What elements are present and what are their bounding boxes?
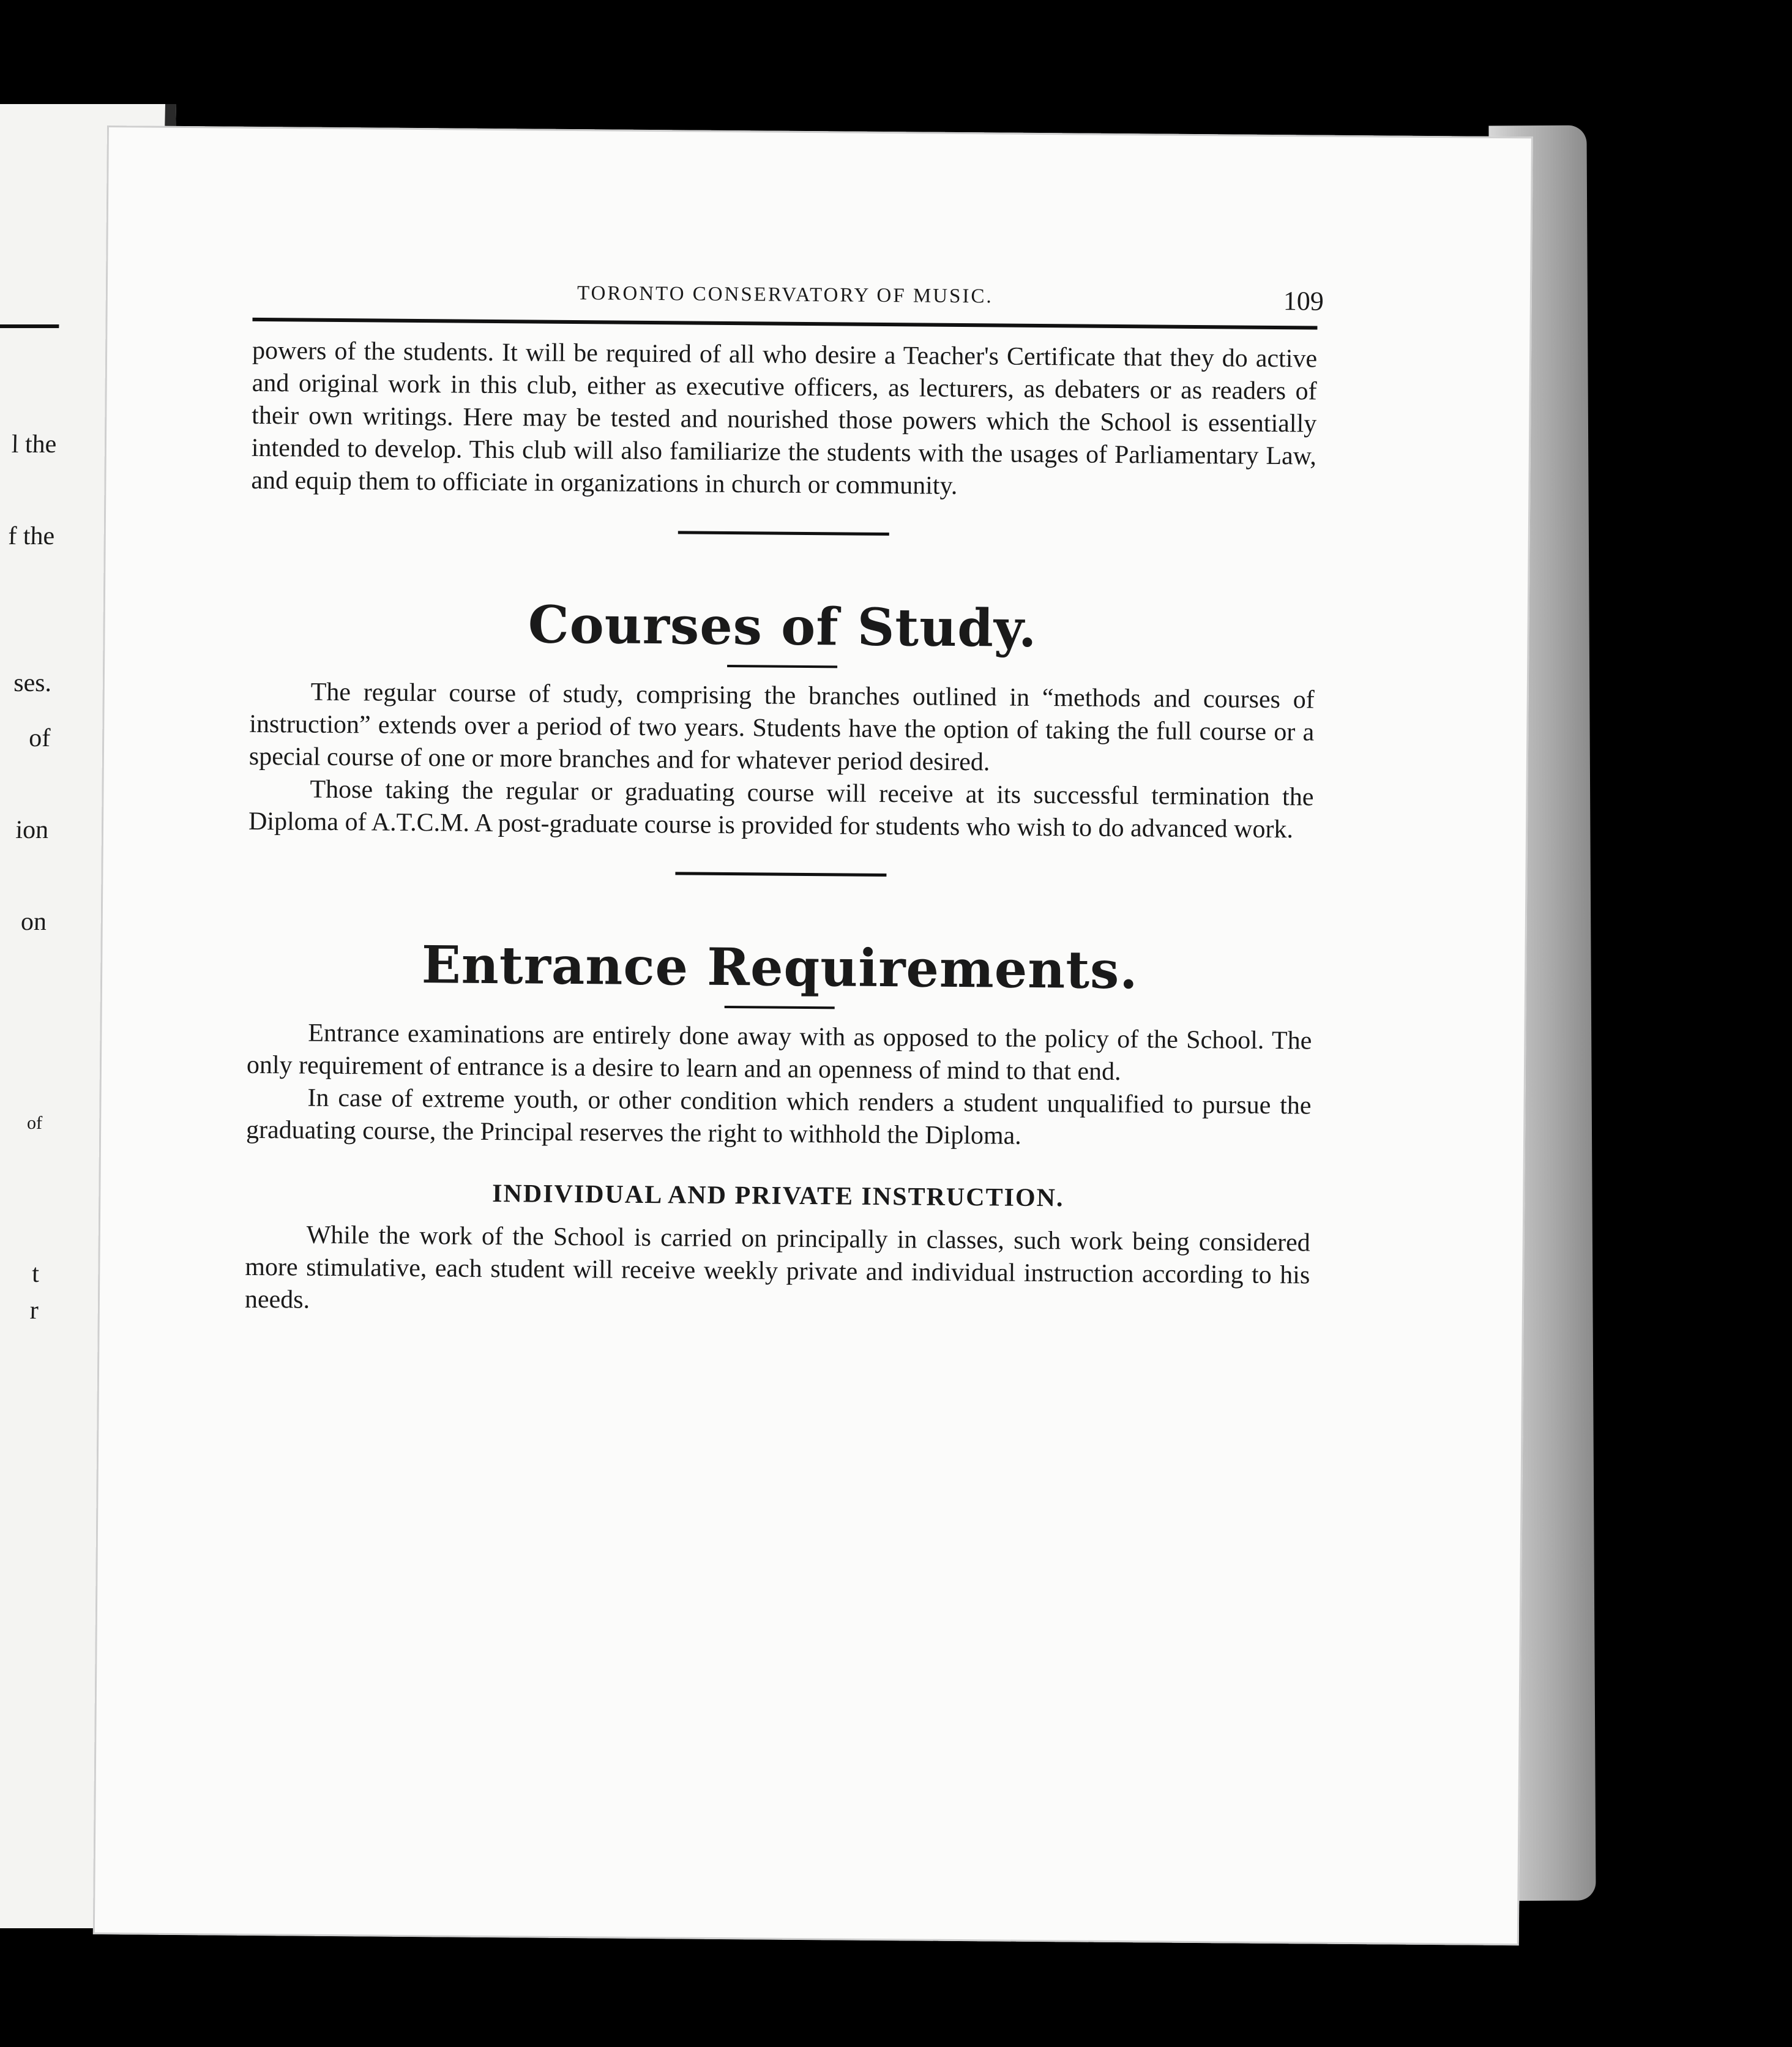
running-head <box>252 280 1324 331</box>
courses-paragraph: The regular course of study, comprising the branches outlined in “methods and courses of instruction” extends over a period of two years. Students have the option of taking the full course or a special course of one or more branches and for whatever period desired. <box>248 678 1315 777</box>
left-page-fragment: l the <box>11 430 57 458</box>
left-page-fragment: on <box>20 908 47 936</box>
courses-heading: Courses of Study. <box>528 594 1037 659</box>
entrance-paragraph: In case of extreme youth, or other condition which renders a student unqualified to pursue the graduating course, the Principal reserves the right to withhold the Diploma. <box>245 1083 1312 1150</box>
courses-paragraph: Those taking the regular or graduating course will receive at its successful termination the Diploma of A.T.C.M. A post-graduate course is provided for students who wish to do advanced work. <box>248 775 1314 844</box>
left-page-fragment: f the <box>7 522 55 550</box>
left-page-fragment: of <box>26 1113 43 1133</box>
entrance-heading: Entrance Requirements. <box>421 934 1139 1001</box>
individual-paragraph: While the work of the School is carried on principally in classes, such work being considered more stimulative, each student will receive weekly private and individual instruction according to his needs. <box>244 1221 1310 1314</box>
entrance-paragraph: Entrance examinations are entirely done away with as opposed to the policy of the School. The only requirement of entrance is a desire to learn and an openness of mind to that end. <box>246 1019 1312 1087</box>
book-page <box>93 125 1533 1945</box>
left-page-fragment: ion <box>15 816 49 844</box>
running-title: TORONTO CONSERVATORY OF MUSIC. <box>577 282 993 308</box>
left-page-fragment: of <box>28 724 51 752</box>
individual-heading: INDIVIDUAL AND PRIVATE INSTRUCTION. <box>491 1179 1064 1213</box>
page-content <box>244 280 1324 1325</box>
left-page-fragment: t <box>31 1260 40 1288</box>
left-page-fragment: r <box>29 1297 39 1325</box>
left-page-fragment: ses. <box>13 669 52 697</box>
page-number: 109 <box>1283 286 1324 316</box>
left-page-rule <box>0 324 59 328</box>
intro-paragraph: powers of the students. It will be required of all who desire a Teacher's Certificate that they do active and original work in this club, either as executive officers, as lecturers, as debaters or as readers of their own writings. Here may be tested and nourished those powers which the School is essentially intended to develop. This club will also familiarize the students with the usages of Parliamentary Law, and equip them to officiate in organizations in church or community. <box>251 336 1318 500</box>
